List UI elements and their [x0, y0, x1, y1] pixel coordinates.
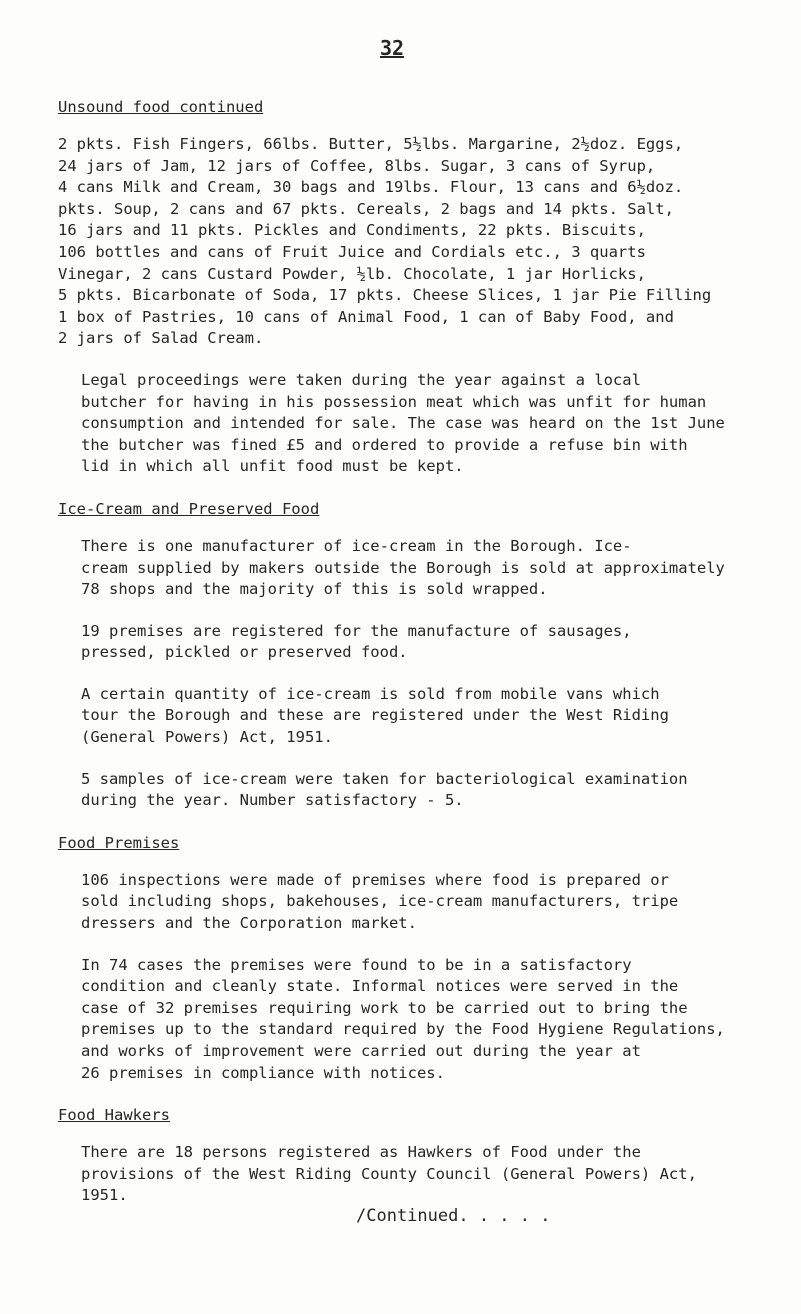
paragraph: There are 18 persons registered as Hawkers of Food under the provisions of the West Riding County Council (General Powers) Act, 1951.: [81, 1143, 697, 1205]
paragraph: There is one manufacturer of ice-cream in the Borough. Ice- cream supplied by makers outside the Borough is sold at approximately 78 shops and the majority of this is sold wrapped.: [81, 536, 725, 599]
section-ice-cream: [58, 498, 778, 812]
paragraph: 2 pkts. Fish Fingers, 66lbs. Butter, 5½lbs. Margarine, 2½doz. Eggs, 24 jars of Jam, 12 jars of Coffee, 8lbs. Sugar, 3 cans of Syrup, 4 cans Milk and Cream, 30 bags and 19lbs. Flour, 13 cans and 6½doz. pkts. Soup, 2 cans and 67 pkts. Cereals, 2 bags and 14 pkts. Salt, 16 jars and 11 pkts. Pickles and Condiments, 22 pkts. Biscuits, 106 bottles and cans of Fruit Juice and Cordials etc., 3 quarts Vinegar, 2 cans Custard Powder, ½lb. Chocolate, 1 jar Horlicks, 5 pkts. Bicarbonate of Soda, 17 pkts. Cheese Slices, 1 jar Pie Filling 1 box of Pastries, 10 cans of Animal Food, 1 can of Baby Food, and 2 jars of Salad Cream.: [58, 135, 712, 348]
paragraph: A certain quantity of ice-cream is sold from mobile vans which tour the Borough and these are registered under the West Riding (General Powers) Act, 1951.: [81, 684, 669, 747]
section-heading: Food Hawkers: [58, 1106, 170, 1125]
document-body: [58, 96, 778, 1227]
paragraph: 106 inspections were made of premises where food is prepared or sold including shops, bakehouses, ice-cream manufacturers, tripe dressers and the Corporation market.: [81, 870, 679, 933]
paragraph: Legal proceedings were taken during the year against a local butcher for having in his possession meat which was unfit for human consumption and intended for sale. The case was heard on the 1st June the butcher was fined £5 and ordered to provide a refuse bin with lid in which all unfit food must be kept.: [81, 370, 725, 476]
section-heading: Food Premises: [58, 833, 180, 852]
section-heading: Unsound food continued: [58, 98, 264, 116]
section-heading: Ice-Cream and Preserved Food: [58, 499, 320, 518]
page-number: 32: [380, 36, 405, 60]
paragraph: 19 premises are registered for the manufacture of sausages, pressed, pickled or preserved food.: [81, 621, 632, 662]
section-unsound-food: [58, 96, 778, 478]
continued-note: /Continued. . . . .: [356, 1206, 551, 1226]
paragraph: In 74 cases the premises were found to be in a satisfactory condition and cleanly state. Informal notices were served in the case of 32 premises requiring work to be carried out to bring the premises up to the standard required by the Food Hygiene Regulations, and works of improvement were carried out during the year at 26 premises in compliance with notices.: [81, 955, 725, 1082]
section-food-premises: [58, 832, 778, 1084]
section-food-hawkers: [58, 1104, 778, 1207]
paragraph: 5 samples of ice-cream were taken for bacteriological examination during the year. Number satisfactory - 5.: [81, 769, 688, 810]
